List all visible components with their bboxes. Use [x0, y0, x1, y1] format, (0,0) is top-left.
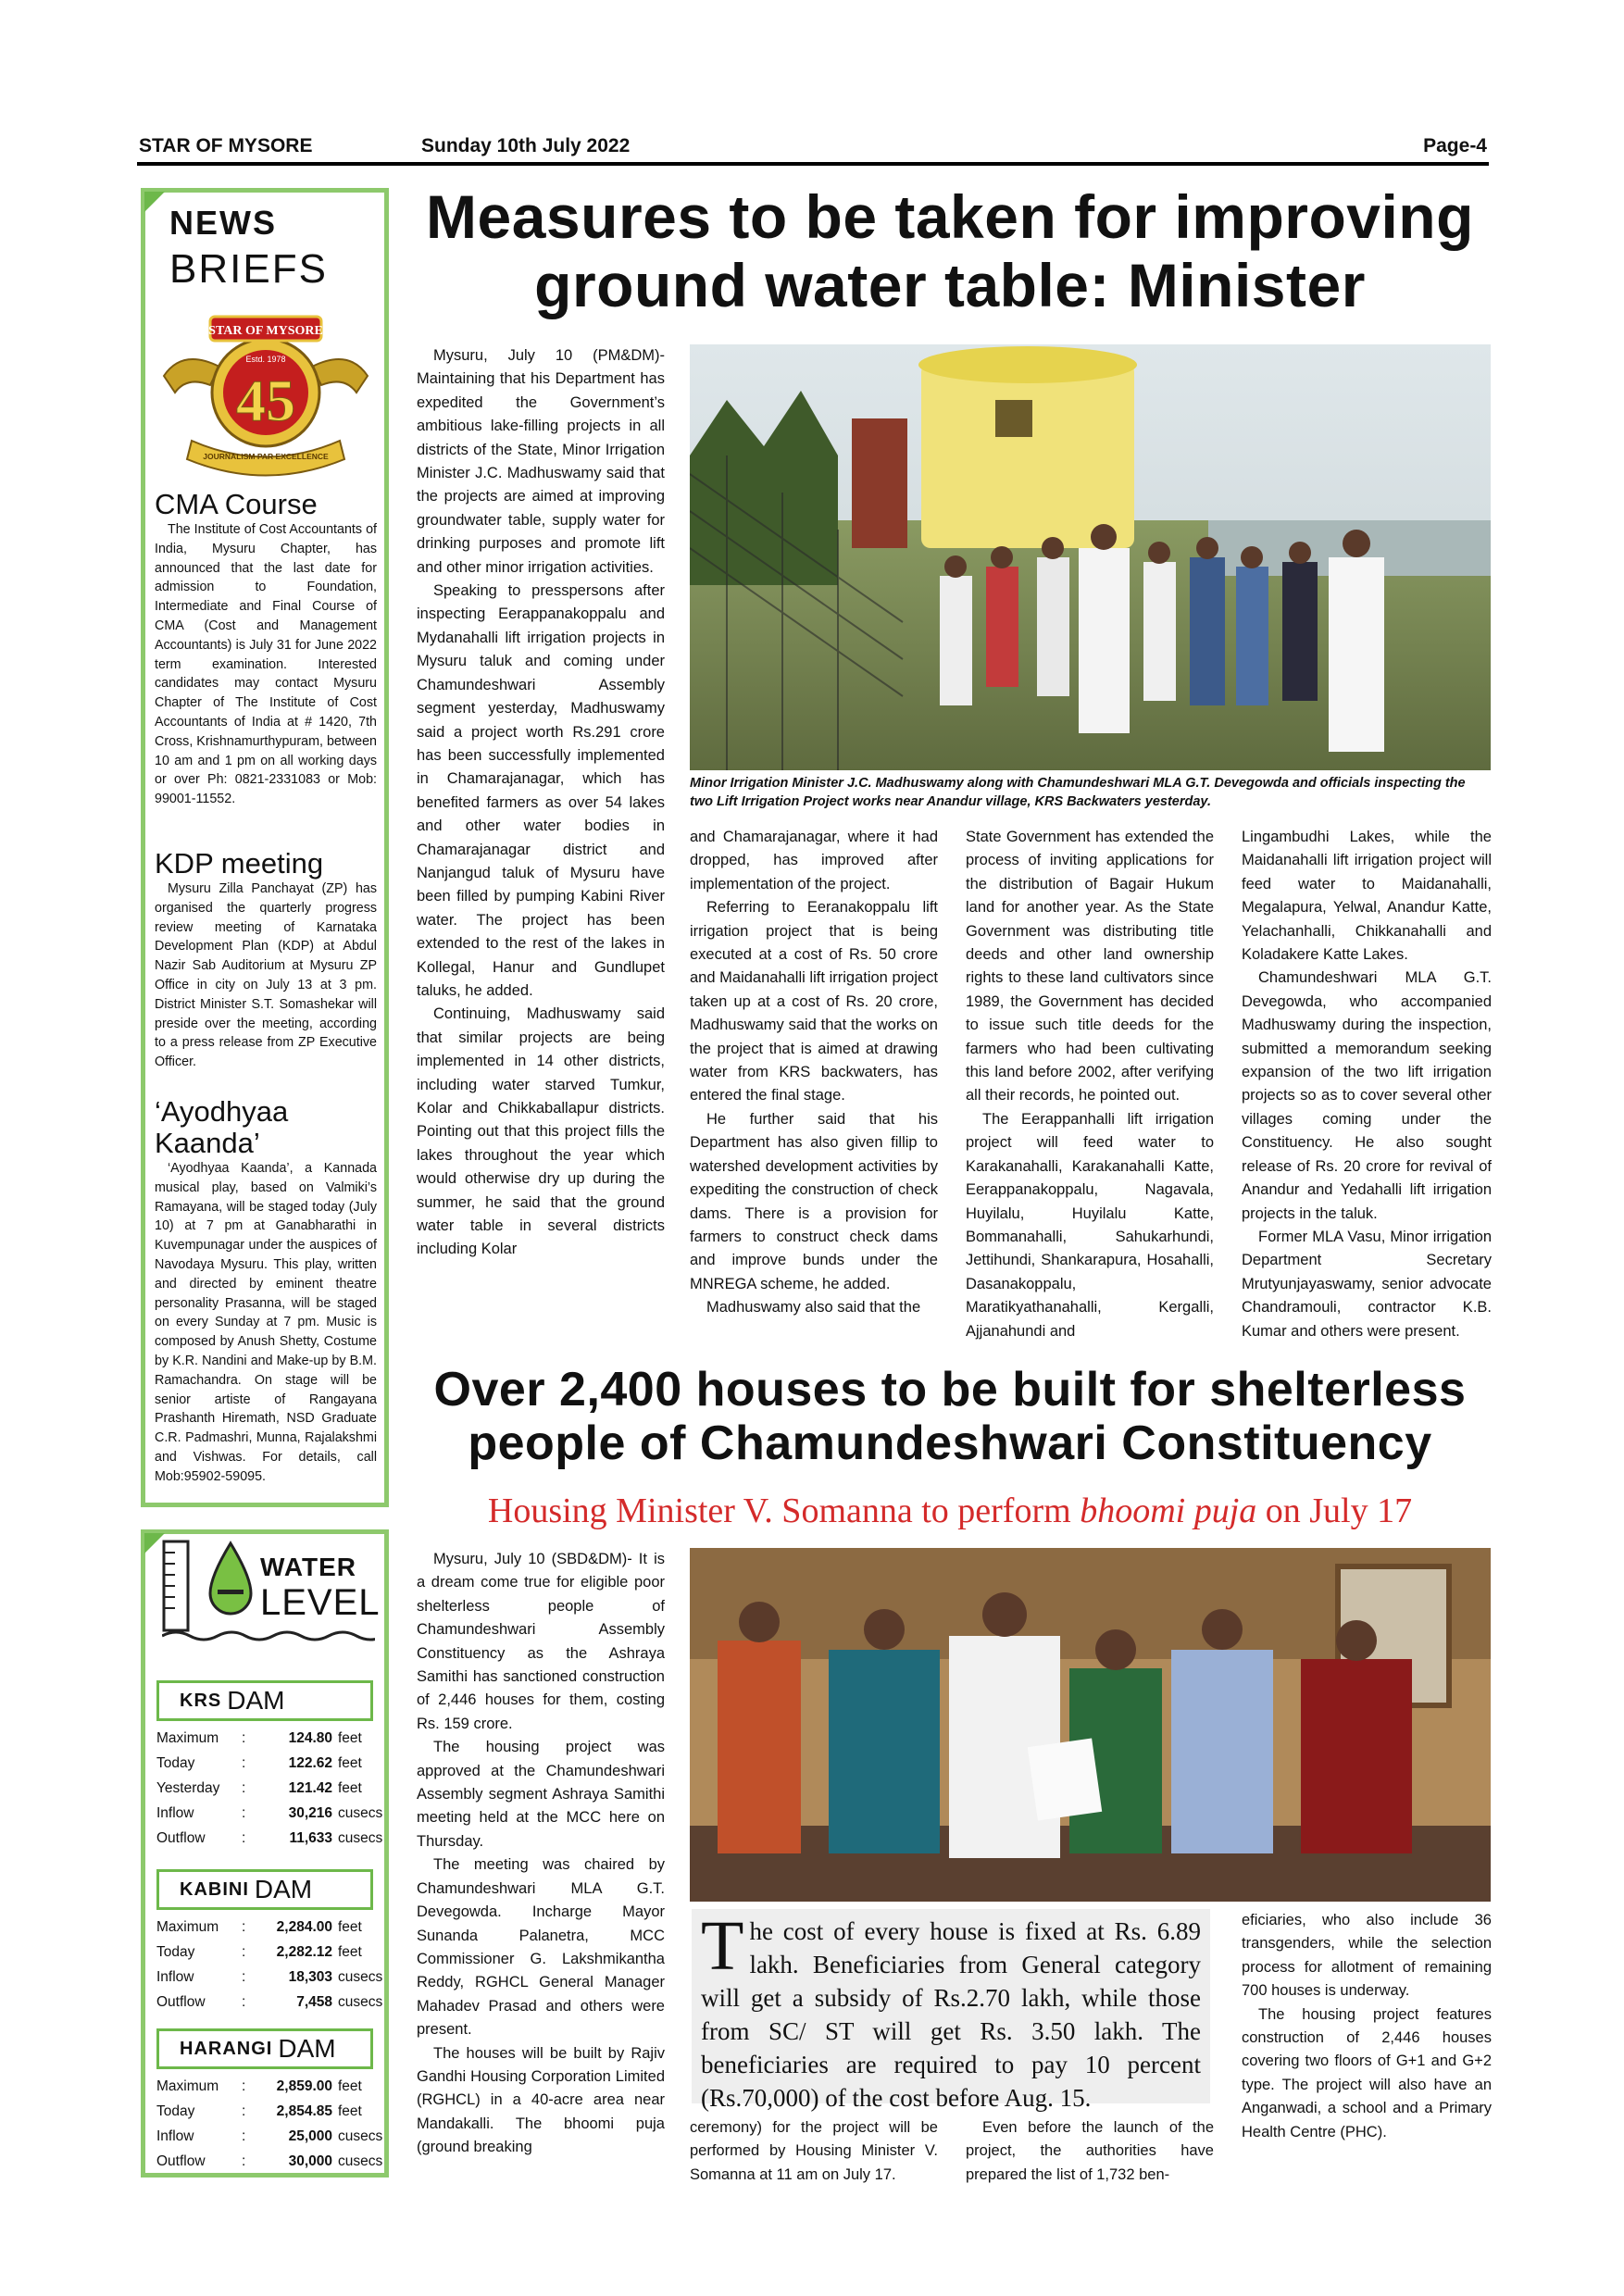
water-label: WATER [260, 1553, 357, 1581]
dam-suffix: DAM [254, 1875, 313, 1903]
dam-row: Maximum : 124.80 feet [156, 1730, 362, 1746]
story2-column-4 [1242, 1909, 1492, 2144]
brief-text: Mysuru Zilla Panchayat (ZP) has organised the quarterly progress review meeting of Karnataka Development Plan (KDP) at Abdul Nazir Sab Auditorium at Mysuru ZP Office in city on July 13 at 3 pm. District Minister S.T. Somashekar will preside over the meeting, according to a press release from ZP Executive Officer. [155, 881, 377, 1070]
story1-column-1 [417, 344, 665, 1262]
paragraph: Former MLA Vasu, Minor irrigation Department Secretary Mrutyunjayaswamy, senior advocate Chandramouli, contractor K.B. Kumar and others were present. [1242, 1228, 1492, 1340]
brief-text: ‘Ayodhyaa Kaanda’, a Kannada musical play, based on Valmiki’s Ramayana, will be staged today (July 10) at 7 pm at Ganabharathi in Kuvempunagar under the auspices of Navodaya Mysuru. This play, written and directed by eminent theatre personality Prasanna, will be staged on every Sunday at 7 pm. Music is composed by Anush Shetty, Costume by K.R. Nandini and Make-up by B.M. Ramachandra. On stage will be senior artiste of Rangayana Prashanth Hiremath, NSD Graduate C.R. Padmashri, Munna, Rajalakshmi and Vishwas. For details, call Mob:95902-59095. [155, 1161, 377, 1484]
brief-text: The Institute of Cost Accountants of India, Mysuru Chapter, has announced that the last date for admission to Foundation, Intermediate and Final Course of CMA (Cost and Management Accountants) is July 31 for June 2022 term examination. Interested candidates may contact Mysuru Chapter of The Institute of Cost Accountants of India at # 1420, 7th Cross, Krishnamurthypuram, between 10 am and 1 pm on all working days or over Ph: 0821-2331083 or Mob: 99001-11552. [155, 522, 377, 807]
story2-column-1 [417, 1548, 665, 2160]
paragraph: The housing project was approved at the Chamundeshwari Assembly segment Ashraya Samithi meeting held at the MCC here on Thursday. [417, 1739, 665, 1850]
paper-name: STAR OF MYSORE [139, 135, 313, 156]
pull-quote [692, 1907, 1210, 2112]
star-of-mysore-45-logo [155, 311, 377, 478]
story2-headline [407, 1363, 1493, 1470]
brief-kdp [155, 848, 377, 1072]
paragraph: The housing project features construction of 2,446 houses covering two floors of G+1 and G+2 type. The project will also have an Anganwadi, a school and a Primary Health Centre (PHC). [1242, 2005, 1492, 2140]
kabini-dam-table [156, 1919, 388, 2023]
headline-line: Measures to be taken for improving [426, 182, 1474, 251]
paragraph: The meeting was chaired by Chamundeshwari MLA G.T. Devegowda. Incharge Mayor Sunanda Palanetra, MCC Commissioner G. Lakshmikantha Reddy, RGHCL General Manager Mahadev Prasad and others were present. [417, 1856, 665, 2039]
dam-name: KRS [180, 1690, 222, 1711]
dam-row: Today : 2,854.85 feet [156, 2103, 362, 2119]
pull-quote-text: he cost of every house is fixed at Rs. 6.89 lakh. Beneficiaries from General category will get a subsidy of Rs.2.70 lakh, while those from SC/ ST will get Rs. 3.50 lakh. The beneficiaries are required to pay 10 percent (Rs.70,000) of the cost before Aug. 15. [701, 1917, 1201, 2112]
paragraph: Mysuru, July 10 (SBD&DM)- It is a dream come true for eligible poor shelterless people of Chamundeshwari Assembly Constituency as the Ashraya Samithi has sanctioned construction of 2,446 houses for them, costing Rs. 159 crore. [417, 1551, 665, 1732]
logo-estd: Estd. 1978 [245, 355, 286, 364]
dam-suffix: DAM [227, 1686, 285, 1715]
page-number: Page-4 [1423, 135, 1487, 156]
brief-heading: KDP meeting [155, 847, 324, 880]
dam-name: HARANGI [180, 2038, 273, 2059]
dam-suffix: DAM [278, 2034, 336, 2063]
corner-tab [144, 192, 165, 212]
dam-row: Inflow : 18,303 cusecs [156, 1969, 383, 1985]
story2-column-3 [966, 2116, 1214, 2187]
brief-cma [155, 489, 377, 809]
level-label: LEVEL [260, 1582, 381, 1623]
dam-row: Today : 122.62 feet [156, 1755, 362, 1771]
story1-column-2 [690, 826, 938, 1320]
header-rule [137, 162, 1489, 166]
logo-number: 45 [236, 368, 295, 433]
paragraph: State Government has extended the process of inviting applications for the distribution of Bagair Hukum land for another year. As the State Government was distributing title deeds and other land ownership rights to these land cultivators since 1989, the Government has decided to issue such title deeds for the farmers who had been cultivating this land before 2002, after verifying all their records, he pointed out. [966, 829, 1214, 1104]
harangi-dam-header [156, 2028, 373, 2069]
logo-top-text: STAR OF MYSORE [208, 324, 323, 338]
paragraph: Speaking to presspersons after inspecting Eerappanakoppalu and Mydanahalli lift irrigation projects in Mysuru taluk and coming under Chamundeshwari Assembly segment yesterday, Madhuswamy said a project worth Rs.291 crore has been successfully implemented in Chamarajanagar, which has benefited farmers as over 54 lakes and other water bodies in Chamarajanagar district and Nanjangud taluk of Mysuru have been filled by pumping Kabini River water. The project has been extended to the rest of the lakes in Kollegal, Hanur and Gundlupet taluks, he added. [417, 582, 665, 999]
paragraph: He further said that his Department has also given fillip to watershed development activities by expediting the construction of check dams. There is a provision for farmers to construct check dams and improve bunds under the MNREGA scheme, he added. [690, 1110, 938, 1292]
headline-line: Over 2,400 houses to be built for shelterless [433, 1363, 1467, 1416]
dam-row: Yesterday : 121.42 feet [156, 1780, 362, 1796]
photo-caption: Minor Irrigation Minister J.C. Madhuswamy along with Chamundeshwari MLA G.T. Devegowda and officials inspecting the two Lift Irrigation Project works near Anandur village, KRS Backwaters yesterday. [690, 776, 1466, 809]
paragraph: Chamundeshwari MLA G.T. Devegowda, who accompanied Madhuswamy during the inspection, submitted a memorandum seeking expansion of the two lift irrigation projects so as to cover several other villages coming under the Constituency. He also sought release of Rs. 20 crore for revival of Anandur and Yedahalli lift irrigation projects in the taluk. [1242, 969, 1492, 1222]
drop-cap: T [701, 1907, 744, 1985]
brief-ayodhyaa [155, 1096, 377, 1487]
dam-row: Outflow : 11,633 cusecs [156, 1830, 383, 1846]
paragraph: Continuing, Madhuswamy said that similar projects are being implemented in 14 other districts, including water starved Tumkur, Kolar and Chikkaballapur districts. Pointing out that this project fills the lakes throughout the year which would otherwise dry up during the summer, he said that the ground water table in several districts including Kolar [417, 1005, 665, 1258]
headline-line: people of Chamundeshwari Constituency [468, 1416, 1432, 1471]
inspection-photo [690, 344, 1491, 770]
paragraph: The houses will be built by Rajiv Gandhi Housing Corporation Limited (RGHCL) in a 40-acre area near Mandakalli. The bhoomi puja (ground breaking [417, 2044, 665, 2156]
story1-column-4 [1242, 826, 1492, 1343]
paragraph: Referring to Eeranakoppalu lift irrigation project that is being executed at a cost of Rs. 50 crore and Maidanahalli lift irrigation project taken up at a cost of Rs. 20 crore, Madhuswamy said that the works on the project that is aimed at drawing water from KRS backwaters, has entered the final stage. [690, 899, 938, 1104]
dam-row: Outflow : 30,000 cusecs [156, 2153, 383, 2169]
issue-date: Sunday 10th July 2022 [421, 135, 631, 156]
brief-heading: CMA Course [155, 488, 318, 520]
paragraph: Mysuru, July 10 (PM&DM)- Maintaining that his Department has expedited the Government’s ambitious lake-filling projects in all districts of the State, Minor Irrigation Minister J.C. Madhuswamy said that the projects are aimed at improving groundwater table, supply water for drinking purposes and promote lift and other minor irrigation activities. [417, 347, 665, 576]
brief-heading: ‘Ayodhyaa Kaanda’ [155, 1095, 289, 1159]
kabini-dam-header [156, 1869, 373, 1910]
headline-line: ground water table: Minister [534, 250, 1366, 319]
harangi-dam-table [156, 2078, 388, 2182]
paragraph: ceremony) for the project will be performed by Housing Minister V. Somanna at 11 am on July 17. [690, 2119, 938, 2183]
paragraph: and Chamarajanagar, where it had dropped, has improved after implementation of the project. [690, 829, 938, 892]
paragraph: Madhuswamy also said that the [706, 1299, 921, 1316]
story2-subheadline: Housing Minister V. Somanna to perform bhoomi puja on July 17 [487, 1491, 1413, 1530]
dam-row: Inflow : 25,000 cusecs [156, 2128, 383, 2144]
paragraph: eficiaries, who also include 36 transgenders, while the selection process for allotment of remaining 700 houses is underway. [1242, 1912, 1492, 2000]
water-level-box [141, 1529, 389, 2177]
dam-row: Today : 2,282.12 feet [156, 1944, 362, 1960]
dam-row: Outflow : 7,458 cusecs [156, 1994, 383, 2010]
news-label: NEWS [169, 204, 277, 242]
dam-name: KABINI [180, 1878, 249, 1900]
dam-row: Maximum : 2,284.00 feet [156, 1919, 362, 1935]
dam-row: Inflow : 30,216 cusecs [156, 1805, 383, 1821]
news-briefs-box [141, 188, 389, 1507]
story2-column-2 [690, 2116, 938, 2187]
paragraph: Even before the launch of the project, the authorities have prepared the list of 1,732 ben- [966, 2119, 1214, 2183]
krs-dam-header [156, 1680, 373, 1721]
meeting-photo [690, 1548, 1491, 1902]
briefs-label: BRIEFS [169, 246, 328, 292]
logo-ribbon-text: JOURNALISM PAR EXCELLENCE [203, 452, 329, 461]
story1-column-3 [966, 826, 1214, 1343]
story1-headline [407, 183, 1493, 320]
dam-row: Maximum : 2,859.00 feet [156, 2078, 362, 2094]
krs-dam-table [156, 1730, 388, 1860]
paragraph: Lingambudhi Lakes, while the Maidanahalli lift irrigation project will feed water to Maidanahalli, Megalapura, Yelwal, Anandur Katte, Yelachanhalli, Chikkanahalli and Koladakere Katte Lakes. [1242, 829, 1492, 964]
paragraph: The Eerappanhalli lift irrigation project will feed water to Karakanahalli, Karakanahalli Katte, Eerappanakoppalu, Nagavala, Huyilalu, Huyilalu Katte, Bommanahalli, Sahukarhundi, Jettihundi, Shankarapura, Hosahalli, Dasanakoppalu, Maratikyathanahalli, Kergalli, Ajjanahundi and [966, 1110, 1214, 1340]
